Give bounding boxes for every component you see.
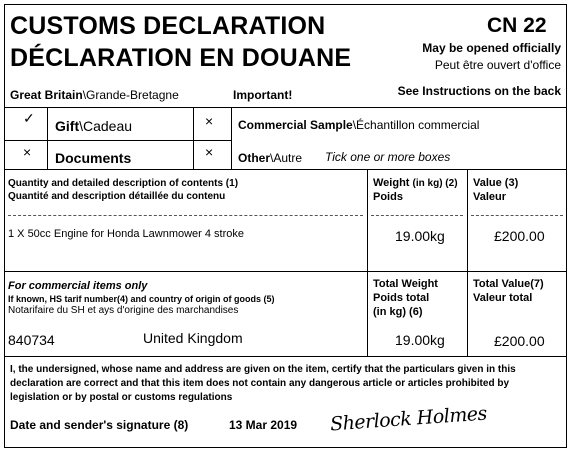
item-weight: 19.00kg (395, 228, 445, 244)
other-label: Other\Autre (238, 151, 303, 165)
date-signature-label: Date and sender's signature (8) (10, 418, 189, 432)
weight-header-fr: Poids (373, 191, 403, 203)
tick-hint: Tick one or more boxes (325, 150, 451, 164)
divider (367, 169, 368, 356)
commercial-sample-checkbox[interactable]: × (205, 113, 214, 129)
total-value: £200.00 (494, 333, 545, 349)
total-weight-header-fr: Poids total (373, 292, 430, 304)
divider (231, 107, 232, 169)
hs-tariff-number: 840734 (8, 332, 55, 348)
divider (4, 140, 232, 141)
dashed-rule (471, 215, 563, 216)
gift-checkbox[interactable]: ✓ (23, 110, 35, 126)
item-value: £200.00 (494, 228, 545, 244)
total-value-header-fr: Valeur total (473, 292, 533, 304)
divider (467, 169, 468, 356)
gift-label: Gift\Cadeau (55, 118, 133, 134)
hs-label-en: If known, HS tarif number(4) and country of origin of goods (5) (8, 294, 275, 304)
opened-officially-fr: Peut être ouvert d'office (434, 58, 561, 72)
item-description: 1 X 50cc Engine for Honda Lawnmower 4 stroke (8, 228, 245, 240)
declaration-date: 13 Mar 2019 (229, 418, 298, 432)
commercial-title: For commercial items only (8, 280, 148, 292)
instructions-note: See Instructions on the back (397, 84, 561, 98)
dashed-rule (371, 215, 463, 216)
value-header-fr: Valeur (473, 191, 507, 203)
total-weight-header-unit: (in kg) (6) (373, 306, 423, 318)
documents-label: Documents (55, 150, 132, 166)
divider (4, 169, 567, 170)
form-code: CN 22 (487, 14, 547, 37)
value-header-en: Value (3) (473, 177, 519, 189)
divider (4, 271, 567, 272)
declaration-line-1: I, the undersigned, whose name and address are given on the item, certify that the particulars given in this (10, 364, 516, 375)
description-header-fr: Quantité and description détaillée du contenu (8, 191, 226, 202)
total-value-header-en: Total Value(7) (473, 278, 544, 290)
hs-label-fr: Notarifaire du SH et ays d'origine des marchandises (8, 305, 239, 316)
dashed-rule (8, 215, 363, 216)
total-weight: 19.00kg (395, 332, 445, 348)
divider (4, 107, 567, 108)
documents-checkbox[interactable]: × (23, 144, 32, 160)
divider (4, 356, 567, 357)
weight-header-en: Weight (in kg) (2) (373, 177, 458, 189)
description-header-en: Quantity and detailed description of contents (1) (8, 178, 239, 189)
divider (47, 107, 48, 169)
declaration-line-2: declaration are correct and that this item does not contain any dangerous article or articles prohibited by (10, 378, 510, 389)
opened-officially-en: May be opened officially (422, 41, 561, 55)
title-french: DÉCLARATION EN DOUANE (10, 44, 352, 72)
other-checkbox[interactable]: × (205, 144, 214, 160)
commercial-sample-label: Commercial Sample\Échantillon commercial (238, 118, 480, 132)
country: Great Britain\Grande-Bretagne (10, 88, 179, 102)
total-weight-header-en: Total Weight (373, 278, 438, 290)
important-label: Important! (233, 88, 293, 102)
country-of-origin: United Kingdom (143, 330, 243, 346)
title-english: CUSTOMS DECLARATION (10, 12, 326, 40)
divider (193, 107, 194, 169)
sender-signature: Sherlock Holmes (329, 402, 488, 436)
declaration-line-3: legislation or by postal or customs regulations (10, 392, 233, 403)
